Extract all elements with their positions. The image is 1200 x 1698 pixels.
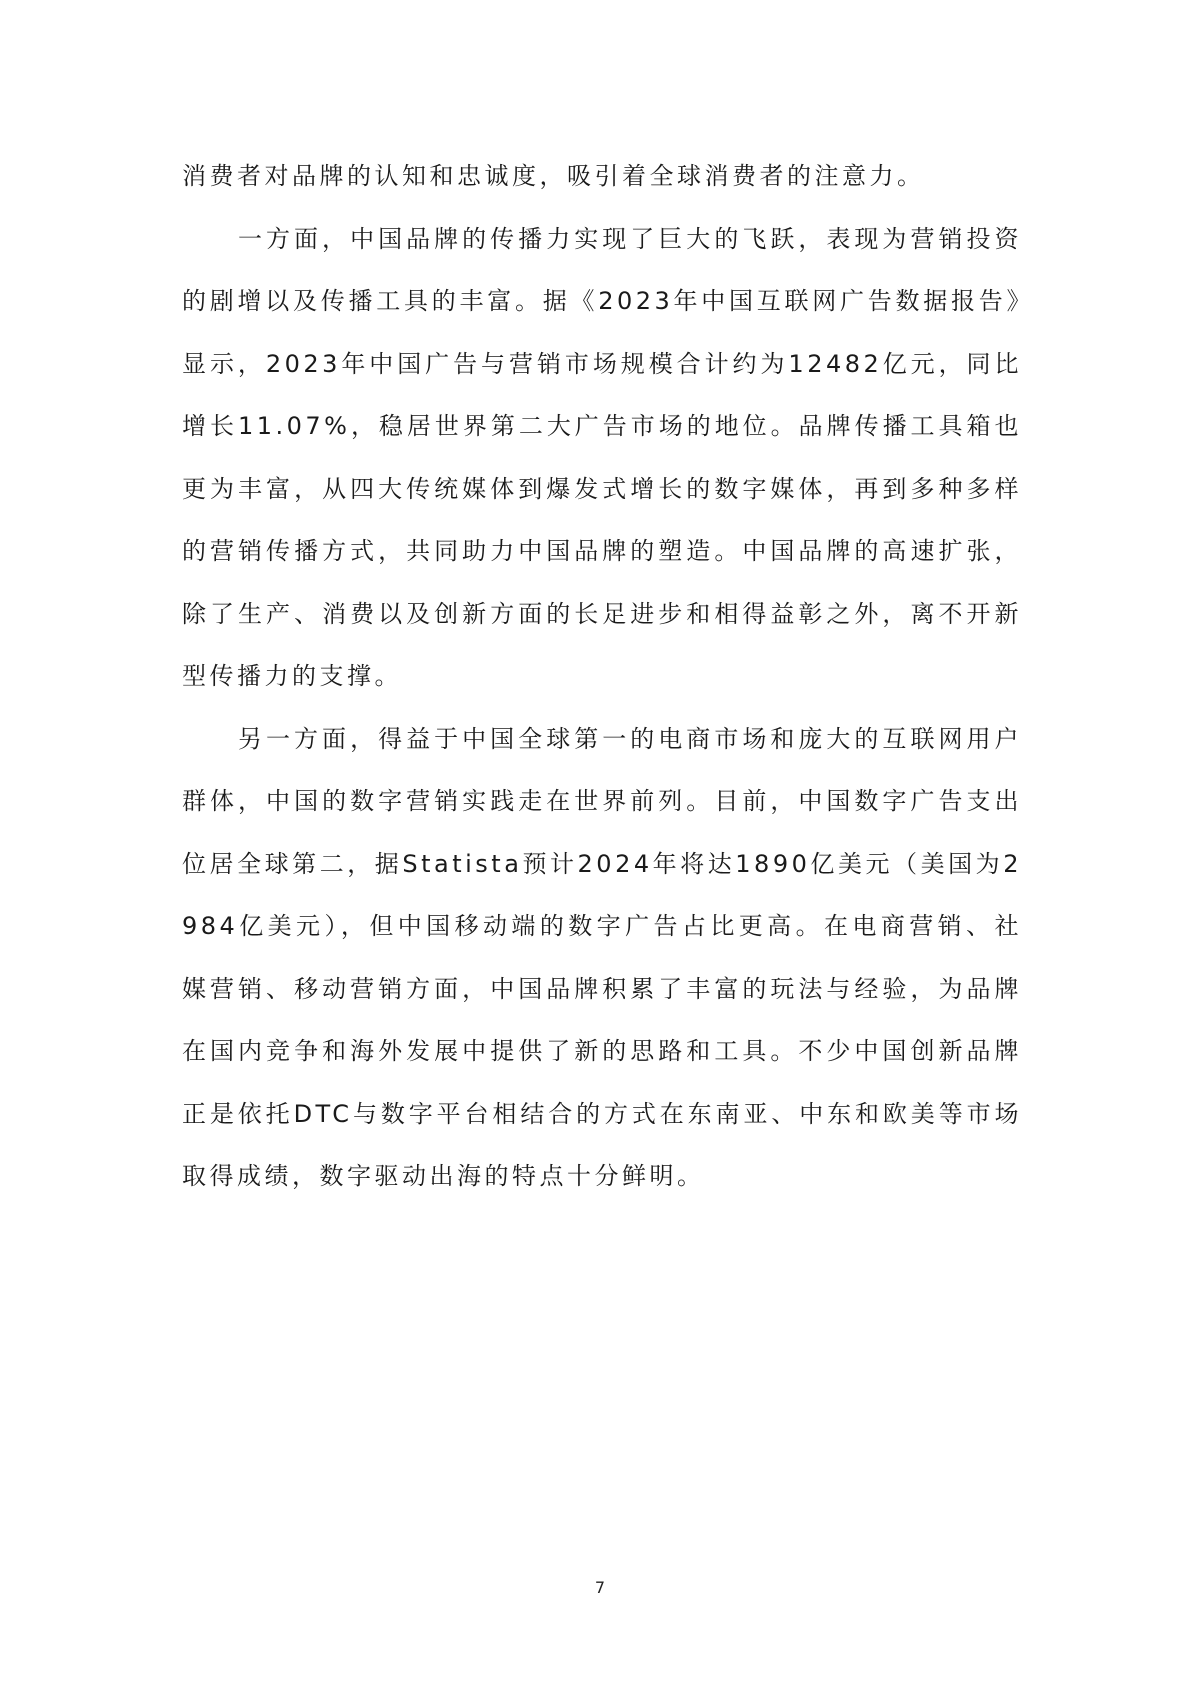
page-number: 7 <box>594 1578 606 1597</box>
body-text <box>182 145 1022 1208</box>
paragraph-brand-communication: 一方面，中国品牌的传播力实现了巨大的飞跃，表现为营销投资的剧增以及传播工具的丰富。据《2023年中国互联网广告数据报告》显示，2023年中国广告与营销市场规模合计约为12482亿元，同比增长11.07%，稳居世界第二大广告市场的地位。品牌传播工具箱也更为丰富，从四大传统媒体到爆发式增长的数字媒体，再到多种多样的营销传播方式，共同助力中国品牌的塑造。中国品牌的高速扩张，除了生产、消费以及创新方面的长足进步和相得益彰之外，离不开新型传播力的支撑。 <box>182 224 1022 690</box>
paragraph-continuation: 消费者对品牌的认知和忠诚度，吸引着全球消费者的注意力。 <box>182 162 925 190</box>
paragraph-digital-marketing: 另一方面，得益于中国全球第一的电商市场和庞大的互联网用户群体，中国的数字营销实践走在世界前列。目前，中国数字广告支出位居全球第二，据Statista预计2024年将达1890亿美元（美国为2984亿美元），但中国移动端的数字广告占比更高。在电商营销、社媒营销、移动营销方面，中国品牌积累了丰富的玩法与经验，为品牌在国内竞争和海外发展中提供了新的思路和工具。不少中国创新品牌正是依托DTC与数字平台相结合的方式在东南亚、中东和欧美等市场取得成绩，数字驱动出海的特点十分鲜明。 <box>182 724 1022 1190</box>
